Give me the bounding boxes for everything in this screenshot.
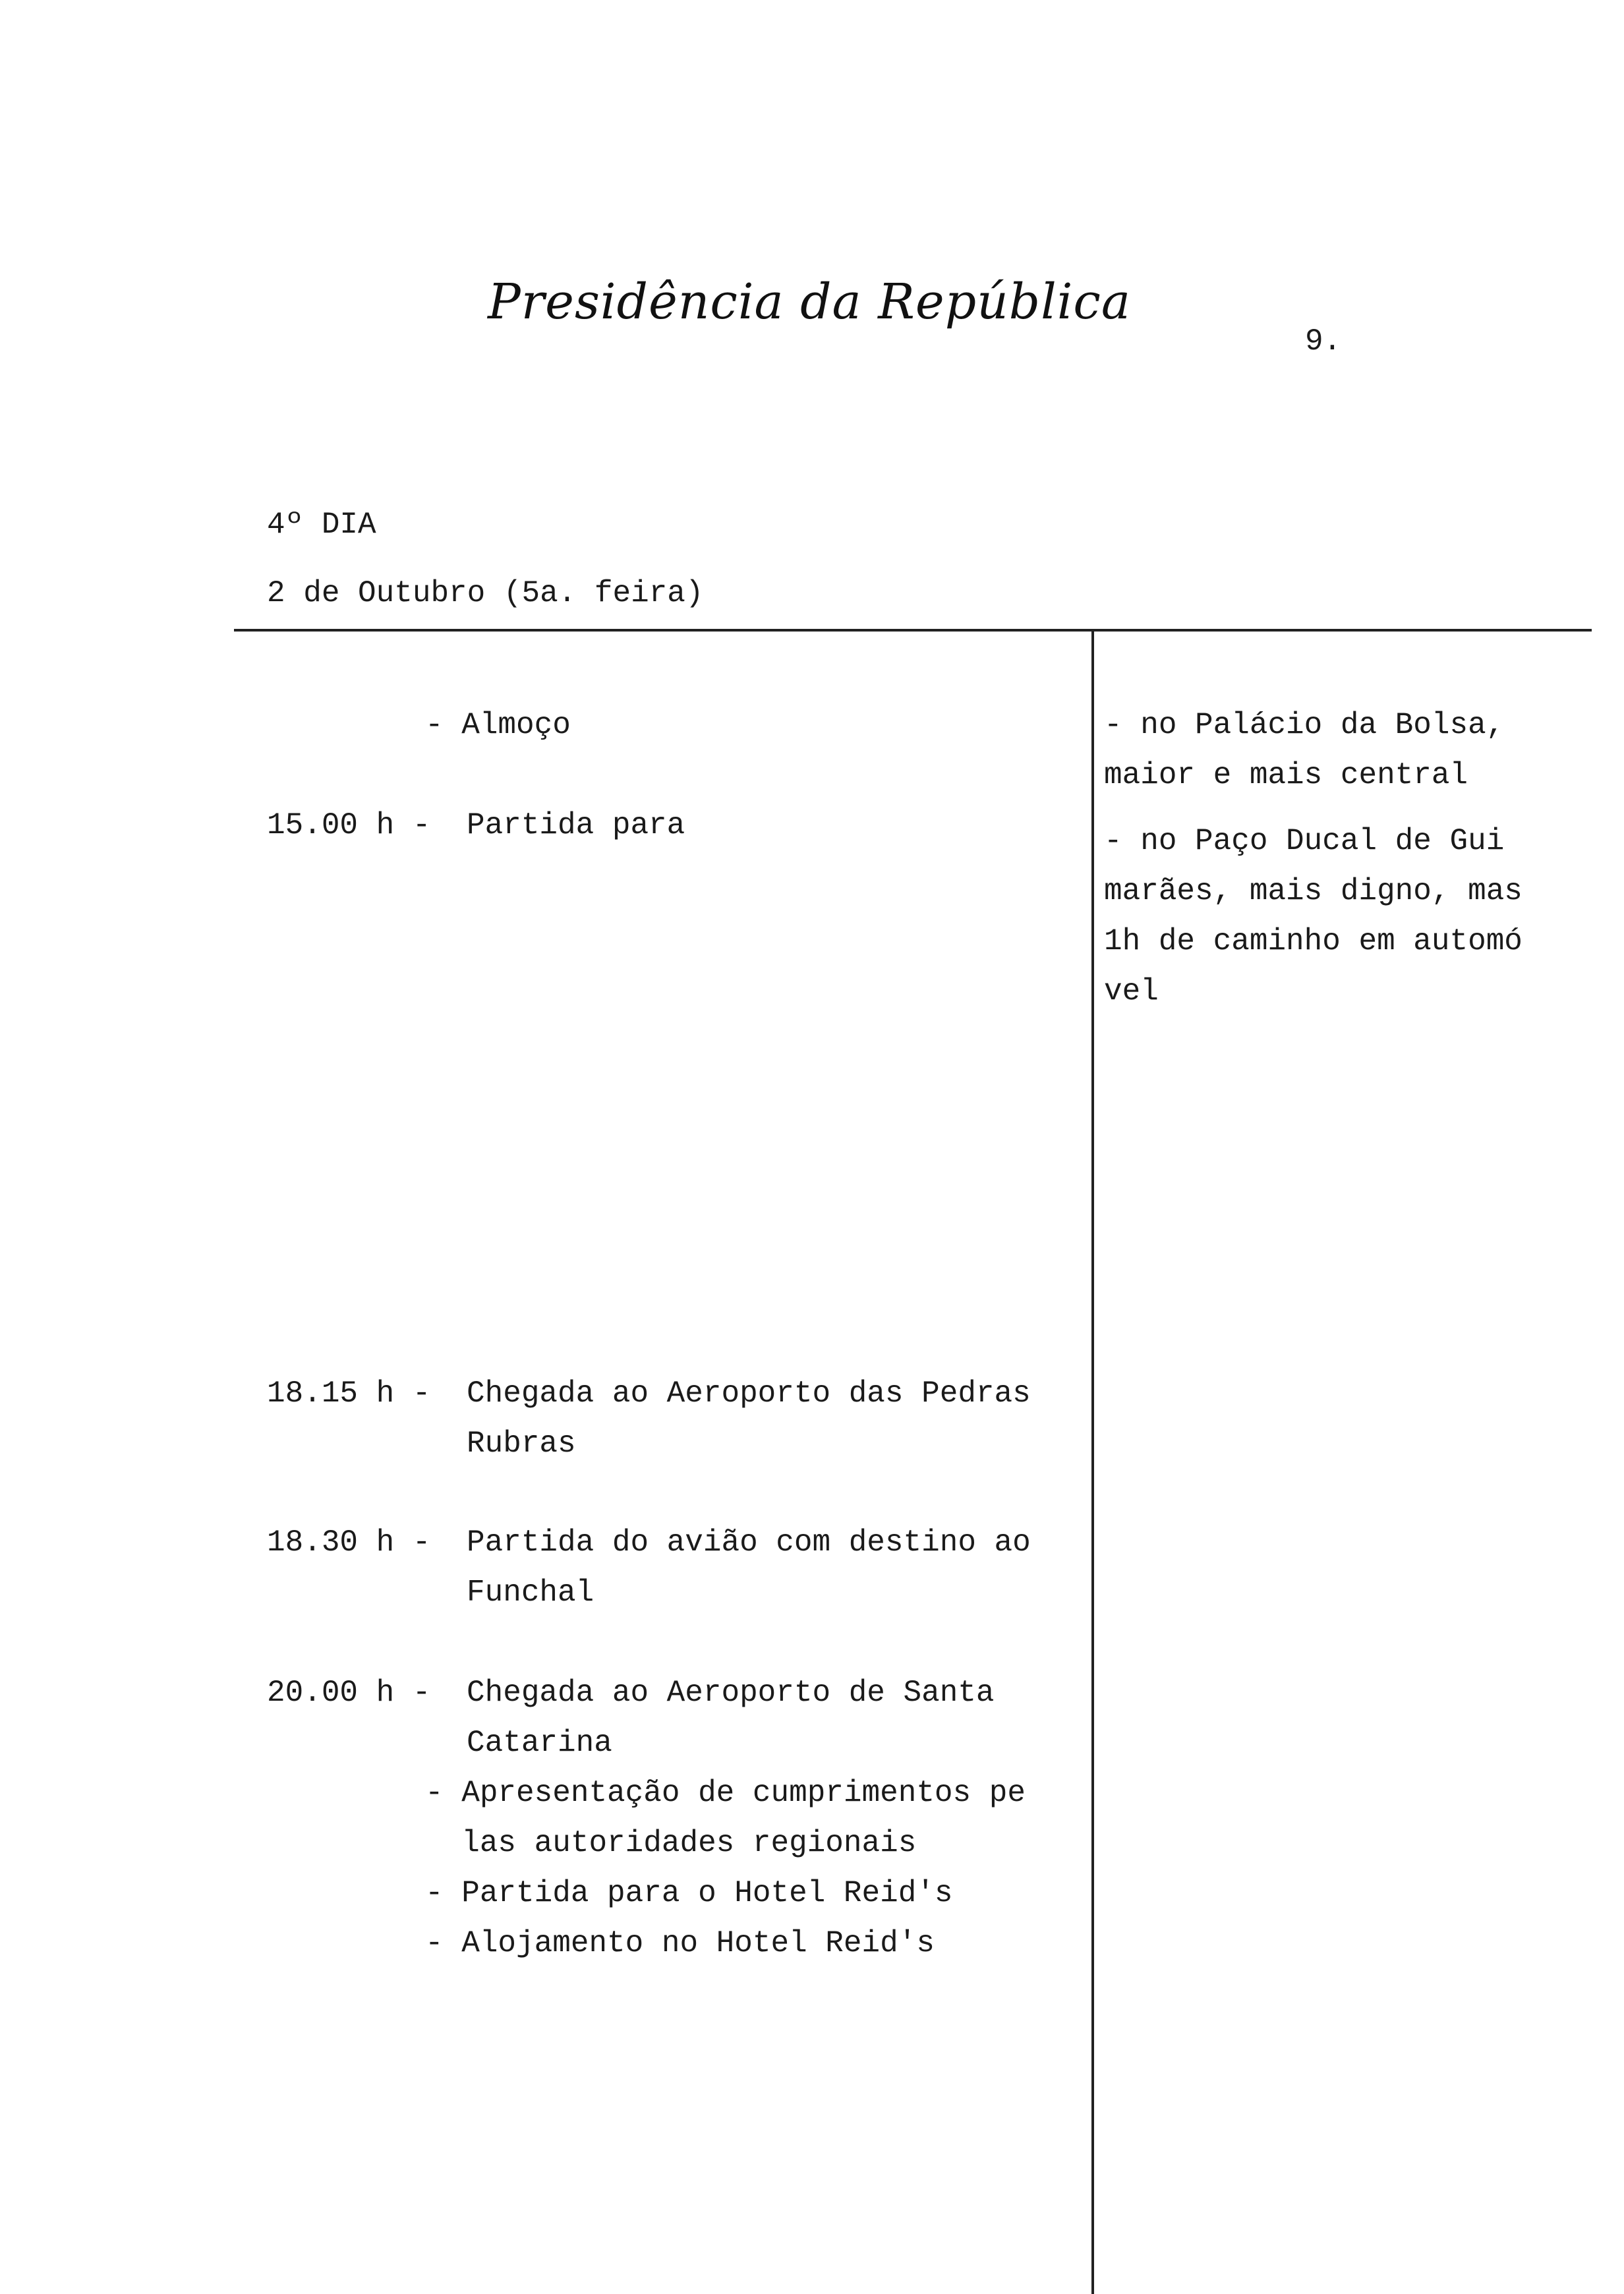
letterhead: Presidência da República	[488, 274, 1131, 330]
note-line: - no Palácio da Bolsa,	[1104, 708, 1505, 742]
schedule-item: - Apresentação de cumprimentos pe	[425, 1776, 1026, 1810]
schedule-text: Funchal	[467, 1575, 594, 1610]
note-line: vel	[1104, 974, 1159, 1009]
page-number: 9.	[1305, 324, 1342, 359]
schedule-time: 15.00 h -	[267, 808, 431, 842]
day-title: 4º DIA	[267, 508, 376, 542]
schedule-item: - Partida para o Hotel Reid's	[425, 1876, 953, 1910]
schedule-item-almoco: - Almoço	[425, 708, 571, 742]
schedule-time: 18.30 h -	[267, 1525, 431, 1560]
schedule-text: Chegada ao Aeroporto das Pedras	[467, 1376, 1031, 1411]
schedule-text: Chegada ao Aeroporto de Santa	[467, 1676, 995, 1710]
column-divider	[1091, 629, 1094, 2294]
schedule-text: Partida para	[467, 808, 685, 842]
schedule-text: Catarina	[467, 1726, 612, 1760]
schedule-item: - Alojamento no Hotel Reid's	[425, 1926, 935, 1960]
note-line: - no Paço Ducal de Gui	[1104, 824, 1505, 858]
schedule-time: 20.00 h -	[267, 1676, 431, 1710]
schedule-text: Rubras	[467, 1426, 576, 1461]
note-line: maior e mais central	[1104, 758, 1468, 792]
note-line: marães, mais digno, mas	[1104, 874, 1522, 908]
day-date: 2 de Outubro (5a. feira)	[267, 576, 704, 610]
table-top-rule	[234, 629, 1592, 632]
schedule-item: las autoridades regionais	[425, 1826, 917, 1860]
schedule-time: 18.15 h -	[267, 1376, 431, 1411]
schedule-text: Partida do avião com destino ao	[467, 1525, 1031, 1560]
note-line: 1h de caminho em automó	[1104, 924, 1522, 958]
